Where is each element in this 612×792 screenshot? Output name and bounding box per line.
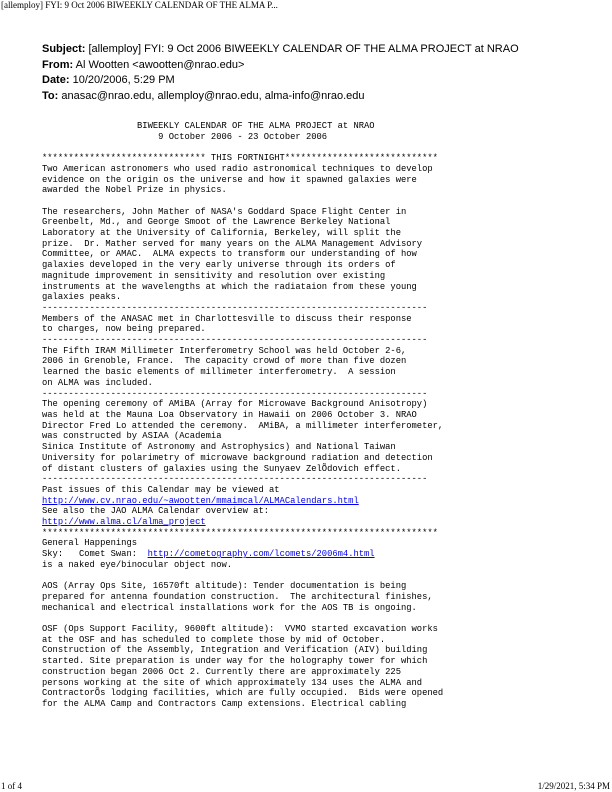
- calendar-archive-link[interactable]: http://www.cv.nrao.edu/~awootten/mmaimcal/ALMACalendars.html: [42, 495, 359, 506]
- to-line: [42, 90, 365, 102]
- page-number: 1 of 4: [1, 781, 22, 791]
- date-value: 10/20/2006, 5:29 PM: [72, 74, 175, 86]
- subject-line: [42, 43, 519, 55]
- general-happenings-heading: General Happenings: [42, 538, 138, 549]
- separator-stars: ***************************************************************************: [42, 527, 438, 538]
- alma-project-link[interactable]: http://www.alma.cl/alma_project: [42, 517, 206, 528]
- calendar-title: BIWEEKLY CALENDAR OF THE ALMA PROJECT at NRAO: [42, 121, 375, 131]
- calendar-date-range: 9 October 2006 - 23 October 2006: [42, 131, 328, 142]
- date-label: Date:: [42, 74, 70, 86]
- message-body: [42, 121, 443, 710]
- date-line: [42, 74, 175, 86]
- print-timestamp: 1/29/2021, 5:34 PM: [537, 781, 610, 791]
- from-value: Al Wootten <awootten@nrao.edu>: [75, 59, 245, 71]
- to-label: To:: [42, 90, 59, 102]
- to-value: anasac@nrao.edu, allemploy@nrao.edu, alma-info@nrao.edu: [61, 90, 365, 102]
- fortnight-news: ******************************* THIS FORTNIGHT***************************** Two American astronomers who used radio astronomical techniques to develop evidence on the origin os the universe and how it spawned galaxies were awarded the Nobel Prize in physics. The researchers, John Mather of NASA's Goddard Space Flight Center in Greenbelt, Md., and George Smoot of the Lawrence Berkeley National Laboratory at the University of California, Berkeley, will split the prize. Dr. Mather served for many years on the ALMA Management Advisory Committee, or AMAC. ALMA expects to transform our understanding of how galaxies developed in the very early universe through its orders of magnitude improvement in sensitivity and resolution over existing instruments at the wavelengths at which the radiataion from these young galaxies peaks. ------------------------------------------------------------------------- Members of the ANASAC met in Charlottesville to discuss their response to charges, now being prepared. ------------------------------------------------------------------------- The Fifth IRAM Millimeter Interferometry School was held October 2-6, 2006 in Grenoble, France. The capacity crowd of more than five dozen learned the basic elements of millimeter interferometry. A session on ALMA was included. ------------------------------------------------------------------------- The opening ceremony of AMiBA (Array for Microwave Background Anisotropy) was held at the Mauna Loa Observatory in Hawaii on 2006 October 3. NRAO Director Fred Lo attended the ceremony. AMiBA, a millimeter interferometer, was constructed by ASIAA (Academia Sinica Institute of Astronomy and Astrophysics) and National Taiwan University for polarimetry of microwave background radiation and detection of distant clusters of galaxies using the Sunyaev ZelÕdovich effect. ------------------------------------------------------------------------- Past issues of this Calendar may be viewed at: [42, 153, 444, 495]
- from-label: From:: [42, 59, 74, 71]
- comet-link[interactable]: http://cometography.com/lcomets/2006m4.html: [147, 549, 375, 560]
- site-news: is a naked eye/binocular object now. AOS (Array Ops Site, 16570ft altitude): Tender documentation is being prepared for antenna foundation construction. The architectural finishes, mechanical and electrical installations work for the AOS TB is ongoing. OSF (Ops Support Facility, 9600ft altitude): VVMO started excavation works at the OSF and has scheduled to complete those by mid of October. Construction of the Assembly, Integration and Verification (AIV) building started. Site preparation is under way for the holography tower for which construction began 2006 Oct 2. Currently there are approximately 225 persons working at the site of which approximately 134 uses the ALMA and ContractorÕs lodging facilities, which are fully occupied. Bids were opened for the ALMA Camp and Contractors Camp extensions. Electrical cabling: [42, 559, 444, 709]
- subject-value: [allemploy] FYI: 9 Oct 2006 BIWEEKLY CALENDAR OF THE ALMA PROJECT at NRAO: [88, 43, 519, 55]
- comet-prefix: Sky: Comet Swan:: [42, 549, 148, 560]
- print-header: [allemploy] FYI: 9 Oct 2006 BIWEEKLY CALENDAR OF THE ALMA P...: [1, 0, 278, 10]
- see-also-text: See also the JAO ALMA Calendar overview at:: [42, 506, 269, 517]
- from-line: [42, 59, 244, 71]
- subject-label: Subject:: [42, 43, 86, 55]
